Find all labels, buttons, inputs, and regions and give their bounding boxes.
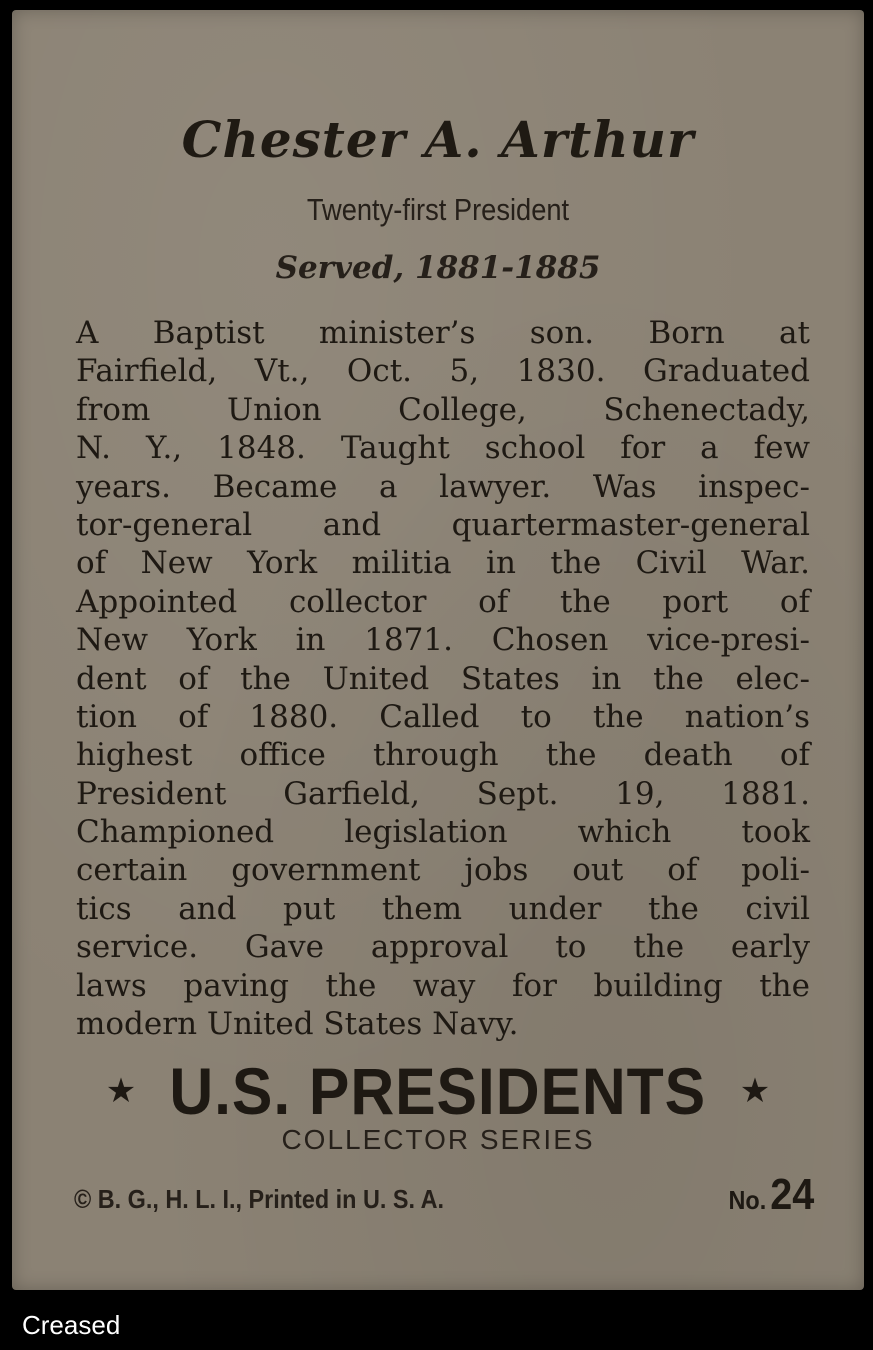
series-title: U.S. PRESIDENTS: [169, 1054, 707, 1128]
star-icon: ★: [105, 1071, 137, 1111]
condition-caption: Creased: [22, 1310, 121, 1340]
card-number-label: No.: [728, 1185, 766, 1215]
biography-line: New York in 1871. Chosen vice-presi-: [76, 622, 810, 659]
copyright-notice: © B. G., H. L. I., Printed in U. S. A.: [74, 1184, 445, 1214]
card-back: [12, 10, 864, 1290]
biography-line: from Union College, Schenectady,: [76, 391, 810, 428]
biography-line: service. Gave approval to the early: [76, 929, 810, 966]
series-subtitle: COLLECTOR SERIES: [281, 1124, 595, 1155]
card-number: [728, 1170, 814, 1220]
biography-line: tics and put them under the civil: [76, 890, 810, 927]
biography: [76, 314, 810, 1043]
biography-line: Championed legislation which took: [76, 814, 810, 851]
president-name: Chester A. Arthur: [181, 110, 695, 169]
president-ordinal: Twenty-first President: [306, 192, 570, 227]
biography-line: tion of 1880. Called to the nation’s: [76, 698, 810, 735]
biography-line: Fairfield, Vt., Oct. 5, 1830. Graduated: [76, 353, 810, 390]
biography-line: tor-general and quartermaster-general: [76, 506, 810, 543]
biography-line: laws paving the way for building the: [76, 967, 810, 1004]
biography-line: N. Y., 1848. Taught school for a few: [76, 430, 810, 467]
star-icon: ★: [739, 1071, 771, 1111]
biography-line: A Baptist minister’s son. Born at: [76, 315, 810, 351]
biography-line: dent of the United States in the elec-: [76, 660, 810, 697]
series-banner: [12, 1053, 864, 1129]
term-served: Served, 1881-1885: [275, 250, 601, 286]
biography-line: years. Became a lawyer. Was inspec-: [76, 468, 810, 505]
biography-line: highest office through the death of: [76, 737, 810, 774]
biography-line: modern United States Navy.: [76, 1006, 519, 1043]
card-number-value: 24: [769, 1170, 814, 1219]
biography-line: President Garfield, Sept. 19, 1881.: [76, 775, 810, 812]
biography-line: Appointed collector of the port of: [76, 583, 810, 620]
biography-line: certain government jobs out of poli-: [76, 852, 810, 889]
biography-line: of New York militia in the Civil War.: [76, 545, 810, 582]
